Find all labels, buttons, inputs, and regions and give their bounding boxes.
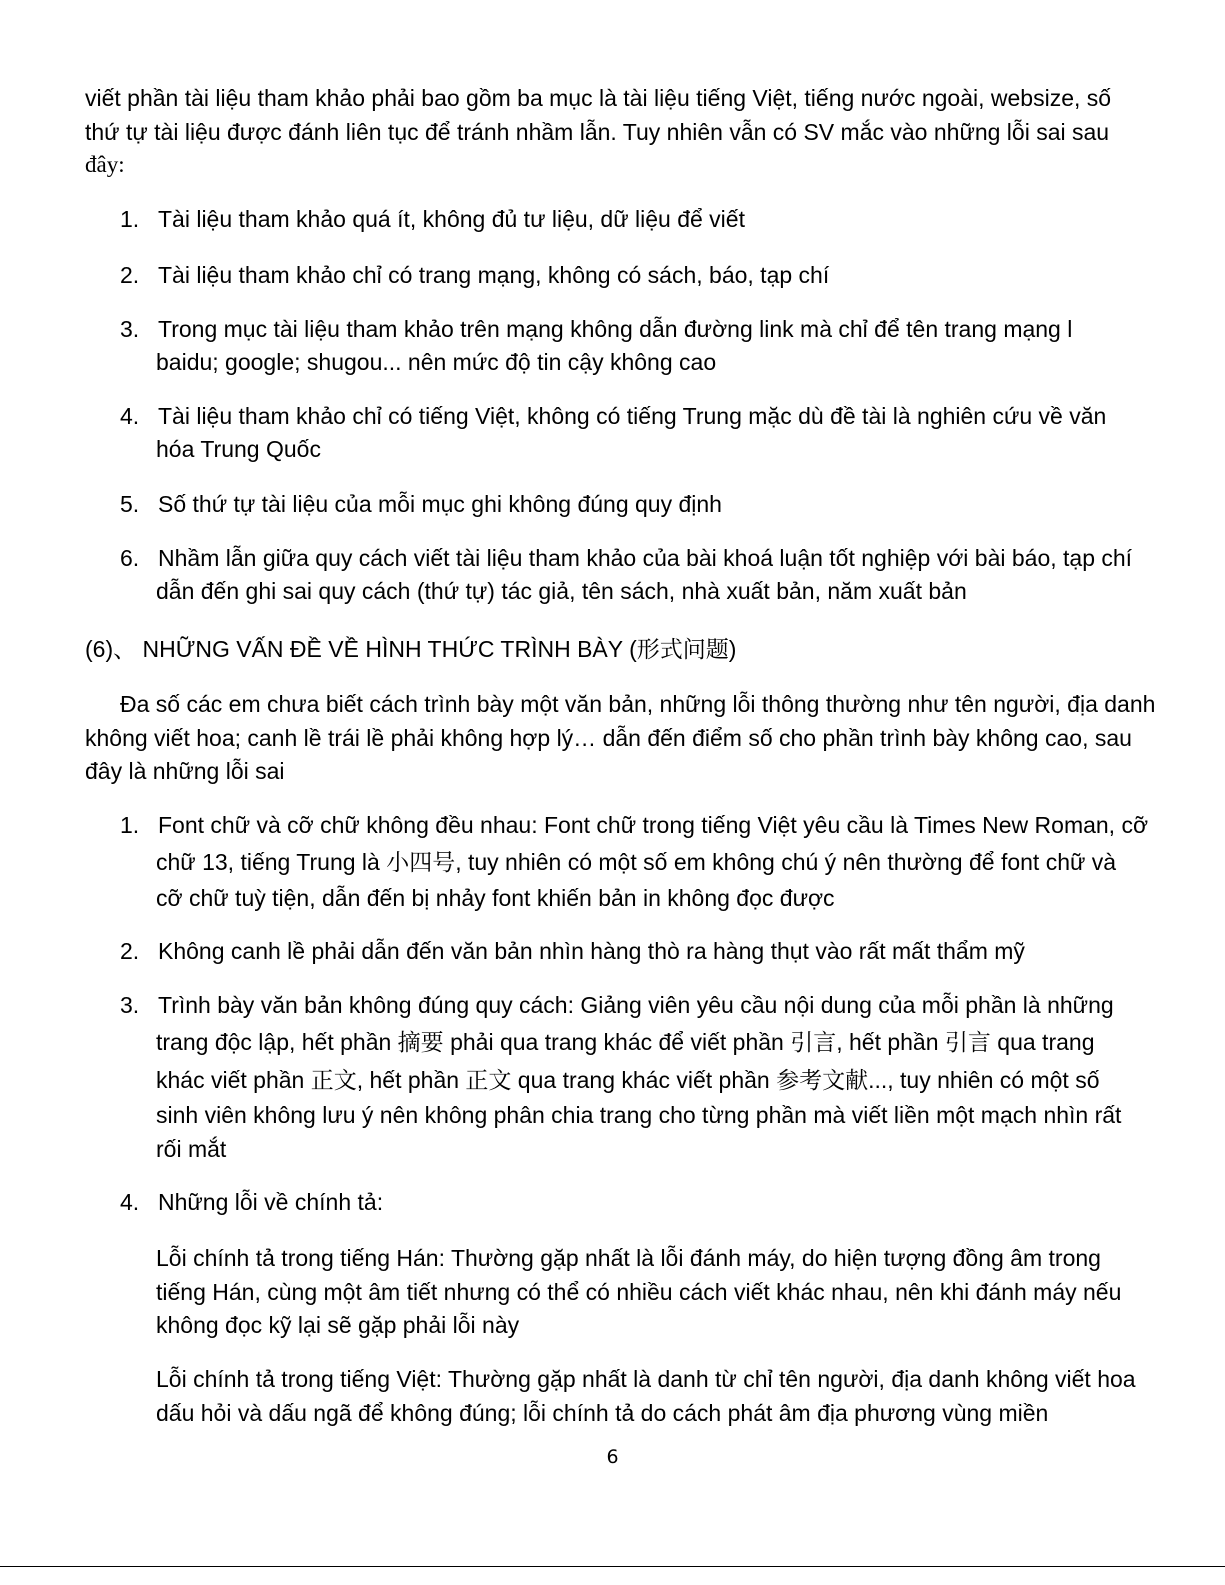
list-item-number: 5. [120, 491, 140, 517]
list-item: Tài liệu tham khảo chỉ có trang mạng, không có sách, báo, tạp chí [158, 262, 830, 288]
list-item: Những lỗi về chính tả: [158, 1189, 384, 1215]
list-item-continuation: hóa Trung Quốc [156, 436, 321, 462]
list-item-number: 3. [120, 316, 140, 342]
page-bottom-rule [0, 1566, 1225, 1567]
list-item: Font chữ và cỡ chữ không đều nhau: Font chữ trong tiếng Việt yêu cầu là Times New Roman, cỡ [158, 812, 1149, 838]
list-item-continuation: cỡ chữ tuỳ tiện, dẫn đến bị nhảy font khiến bản in không đọc được [156, 885, 835, 911]
list-item-continuation: trang độc lập, hết phần 摘要 phải qua trang khác để viết phần 引言, hết phần 引言 qua trang [156, 1029, 1095, 1055]
list-item-number: 4. [120, 403, 140, 429]
list-item-number: 3. [120, 992, 140, 1018]
list-item-continuation: dẫn đến ghi sai quy cách (thứ tự) tác giả, tên sách, nhà xuất bản, năm xuất bản [156, 578, 967, 604]
list-item: Tài liệu tham khảo chỉ có tiếng Việt, không có tiếng Trung mặc dù đề tài là nghiên cứu về văn [158, 403, 1107, 429]
list-item-number: 2. [120, 938, 140, 964]
spelling-paragraph-line: tiếng Hán, cùng một âm tiết nhưng có thể có nhiều cách viết khác nhau, nên khi đánh máy nếu [156, 1279, 1122, 1305]
intro-line-3: đây: [85, 152, 125, 177]
list-item: Trong mục tài liệu tham khảo trên mạng không dẫn đường link mà chỉ để tên trang mạng l [158, 316, 1073, 342]
list-item: Không canh lề phải dẫn đến văn bản nhìn hàng thò ra hàng thụt vào rất mất thẩm mỹ [158, 938, 1025, 964]
intro-line-2: thứ tự tài liệu được đánh liên tục để tránh nhầm lẫn. Tuy nhiên vẫn có SV mắc vào những lỗi sai sau [85, 119, 1110, 145]
list-item-continuation: khác viết phần 正文, hết phần 正文 qua trang khác viết phần 参考文献..., tuy nhiên có một số [156, 1067, 1100, 1093]
intro-line-1: viết phần tài liệu tham khảo phải bao gồm ba mục là tài liệu tiếng Việt, tiếng nước ngoài, websize, số [85, 85, 1112, 111]
list-item-continuation: baidu; google; shugou... nên mức độ tin cậy không cao [156, 349, 717, 375]
section-heading: (6)、 NHỮNG VẤN ĐỀ VỀ HÌNH THỨC TRÌNH BÀY (形式问题) [85, 636, 737, 662]
section-intro-line-1: Đa số các em chưa biết cách trình bày một văn bản, những lỗi thông thường như tên người, địa danh [120, 691, 1156, 717]
section-intro-line-2: không viết hoa; canh lề trái lề phải không hợp lý… dẫn đến điểm số cho phần trình bày không cao, sau [85, 725, 1132, 751]
list-item: Trình bày văn bản không đúng quy cách: Giảng viên yêu cầu nội dung của mỗi phần là những [158, 992, 1114, 1018]
list-item-number: 1. [120, 812, 140, 838]
list-item-continuation: chữ 13, tiếng Trung là 小四号, tuy nhiên có một số em không chú ý nên thường để font chữ và [156, 849, 1117, 875]
list-item: Tài liệu tham khảo quá ít, không đủ tư liệu, dữ liệu để viết [158, 206, 745, 232]
list-item-continuation: rối mắt [156, 1136, 227, 1162]
list-item-number: 4. [120, 1189, 140, 1215]
list-item: Nhầm lẫn giữa quy cách viết tài liệu tham khảo của bài khoá luận tốt nghiệp với bài báo, tạp chí [158, 545, 1133, 571]
list-item-number: 2. [120, 262, 140, 288]
list-item-continuation: sinh viên không lưu ý nên không phân chia trang cho từng phần mà viết liền một mạch nhìn rất [156, 1102, 1122, 1128]
list-item: Số thứ tự tài liệu của mỗi mục ghi không đúng quy định [158, 491, 722, 517]
spelling-paragraph-line: dấu hỏi và dấu ngã để không đúng; lỗi chính tả do cách phát âm địa phương vùng miền [156, 1400, 1049, 1426]
page-number: 6 [606, 1446, 619, 1468]
list-item-number: 6. [120, 545, 140, 571]
spelling-paragraph-line: Lỗi chính tả trong tiếng Việt: Thường gặp nhất là danh từ chỉ tên người, địa danh không viết hoa [156, 1366, 1136, 1392]
list-item-number: 1. [120, 206, 140, 232]
spelling-paragraph-line: Lỗi chính tả trong tiếng Hán: Thường gặp nhất là lỗi đánh máy, do hiện tượng đồng âm trong [156, 1245, 1101, 1271]
spelling-paragraph-line: không đọc kỹ lại sẽ gặp phải lỗi này [156, 1312, 520, 1338]
section-intro-line-3: đây là những lỗi sai [85, 758, 285, 784]
